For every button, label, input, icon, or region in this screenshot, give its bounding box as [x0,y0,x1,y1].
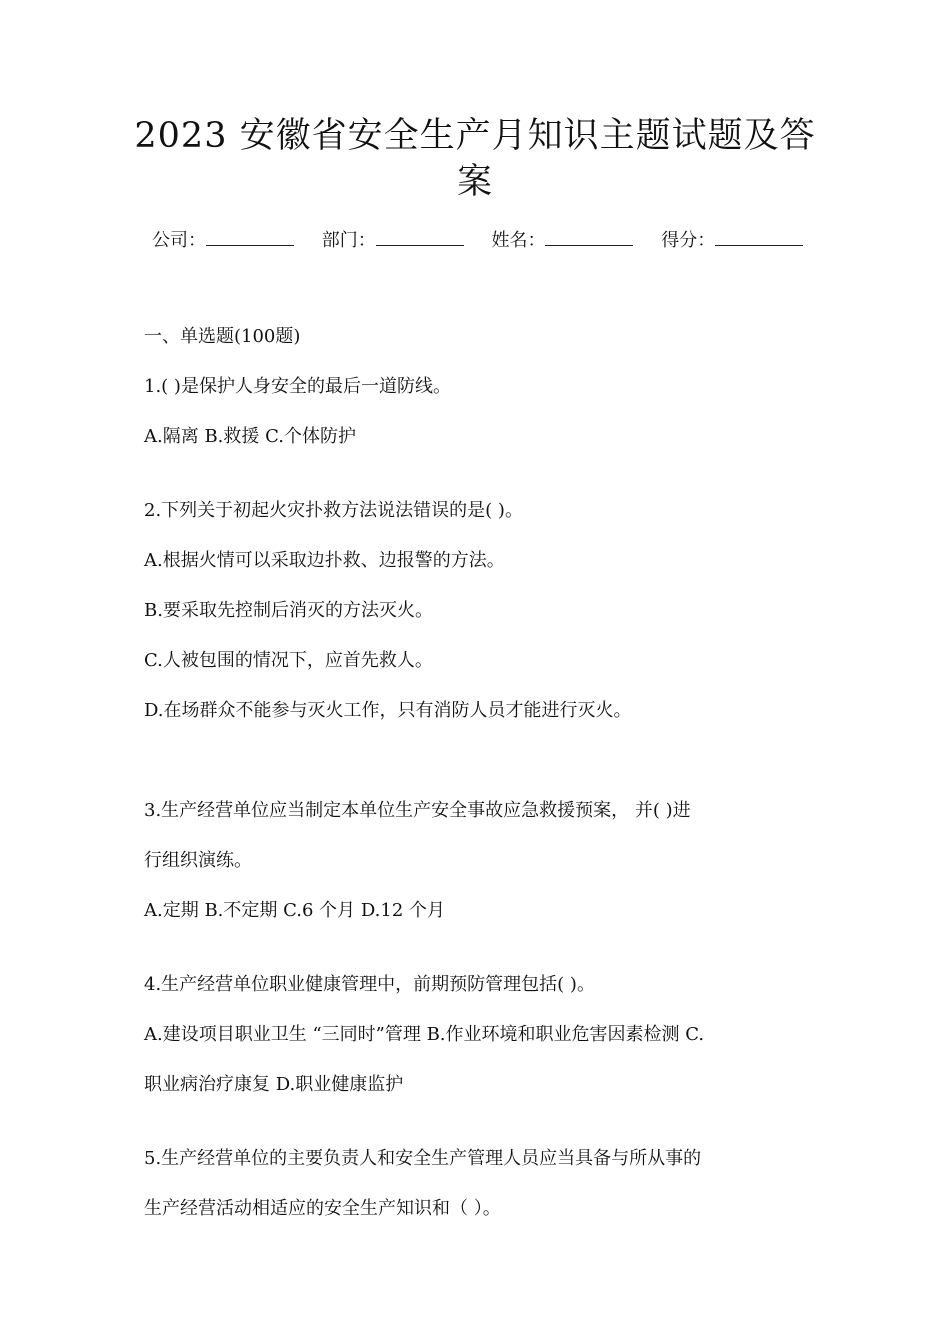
question-5-stem-line1: 5.生产经营单位的主要负责人和安全生产管理人员应当具备与所从事的 [144,1148,702,1169]
company-label: 公司： [152,230,206,251]
question-2-option-d: D.在场群众不能参与灭火工作，只有消防人员才能进行灭火。 [144,700,632,721]
question-4-options-line2: 职业病治疗康复 D.职业健康监护 [144,1074,404,1095]
question-5-stem-line2: 生产经营活动相适应的安全生产知识和（ ）。 [144,1198,501,1219]
department-label: 部门： [321,230,376,251]
question-1-stem: 1.( )是保护人身安全的最后一道防线。 [144,376,451,397]
name-label: 姓名： [491,230,546,251]
score-label: 得分： [661,230,716,251]
question-1-options: A.隔离 B.救援 C.个体防护 [144,426,356,447]
question-2-option-b: B.要采取先控制后消灭的方法灭火。 [144,600,433,621]
question-4-stem: 4.生产经营单位职业健康管理中，前期预防管理包括( )。 [144,974,595,995]
question-3-stem-line2: 行组织演练。 [144,850,252,871]
document-title-line2: 案 [456,162,493,202]
question-2-option-a: A.根据火情可以采取边扑救、边报警的方法。 [144,550,505,571]
question-4-options-line1: A.建设项目职业卫生 “三同时”管理 B.作业环境和职业危害因素检测 C. [144,1024,705,1045]
company-blank [206,229,294,246]
question-2-option-c: C.人被包围的情况下，应首先救人。 [144,650,433,671]
question-3-options: A.定期 B.不定期 C.6 个月 D.12 个月 [144,900,445,921]
question-2-stem: 2.下列关于初起火灾扑救方法说法错误的是( )。 [144,500,523,521]
info-fields [152,226,825,252]
score-blank [715,229,803,246]
name-blank [545,229,633,246]
department-blank [376,229,464,246]
document-title-line1: 2023 安徽省安全生产月知识主题试题及答 [134,116,816,156]
question-3-stem-line1: 3.生产经营单位应当制定本单位生产安全事故应急救援预案， 并( )进 [144,800,691,821]
section-heading: 一、单选题(100题) [144,326,301,347]
